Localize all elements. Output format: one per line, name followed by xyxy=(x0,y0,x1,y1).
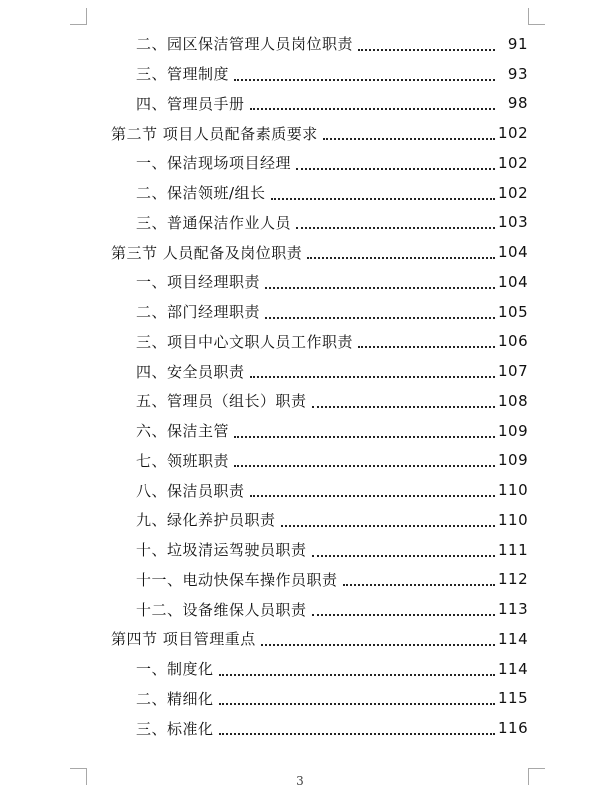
toc-entry-page: 108 xyxy=(498,391,529,410)
toc-entry[interactable] xyxy=(0,654,600,684)
toc-entry[interactable] xyxy=(0,505,600,535)
dot-leader xyxy=(219,703,495,705)
dot-leader xyxy=(358,49,495,51)
toc-entry-title: 一、制度化 xyxy=(136,660,214,679)
dot-leader xyxy=(265,317,495,319)
toc-entry-title: 第四节 项目管理重点 xyxy=(111,630,256,649)
toc-entry-page: 109 xyxy=(498,421,529,440)
toc-entry[interactable] xyxy=(0,446,600,476)
toc-entry-page: 114 xyxy=(498,659,529,678)
toc-entry-page: 110 xyxy=(498,510,529,529)
toc-entry[interactable] xyxy=(0,178,600,208)
toc-entry-page: 105 xyxy=(498,302,529,321)
toc-entry-title: 六、保洁主管 xyxy=(136,422,230,441)
toc-entry[interactable] xyxy=(0,208,600,238)
toc-entry[interactable] xyxy=(0,475,600,505)
dot-leader xyxy=(261,644,495,646)
page-number: 3 xyxy=(296,774,304,788)
dot-leader xyxy=(234,436,495,438)
toc-entry-page: 112 xyxy=(498,570,529,589)
dot-leader xyxy=(312,555,495,557)
toc-entry-title: 二、保洁领班/组长 xyxy=(136,184,266,203)
toc-entry[interactable] xyxy=(0,713,600,743)
dot-leader xyxy=(312,406,495,408)
dot-leader xyxy=(358,346,495,348)
dot-leader xyxy=(271,198,495,200)
toc-entry-page: 98 xyxy=(507,94,528,113)
dot-leader xyxy=(250,108,495,110)
dot-leader xyxy=(265,287,495,289)
toc-entry-title: 八、保洁员职责 xyxy=(136,481,245,500)
toc-entry[interactable] xyxy=(0,594,600,624)
toc-section-entry[interactable] xyxy=(0,624,600,654)
table-of-contents xyxy=(0,29,600,743)
toc-entry-page: 91 xyxy=(507,34,528,53)
dot-leader xyxy=(234,465,495,467)
toc-entry-title: 四、安全员职责 xyxy=(136,362,245,381)
toc-entry[interactable] xyxy=(0,148,600,178)
toc-entry[interactable] xyxy=(0,267,600,297)
toc-entry-page: 106 xyxy=(498,332,529,351)
dot-leader xyxy=(281,525,495,527)
toc-entry-title: 十、垃圾清运驾驶员职责 xyxy=(136,541,307,560)
dot-leader xyxy=(312,614,495,616)
toc-entry-page: 102 xyxy=(498,124,529,143)
toc-entry-title: 三、项目中心文职人员工作职责 xyxy=(136,332,354,351)
toc-entry-title: 第二节 项目人员配备素质要求 xyxy=(111,124,318,143)
toc-entry-page: 102 xyxy=(498,153,529,172)
toc-entry[interactable] xyxy=(0,356,600,386)
dot-leader xyxy=(250,495,495,497)
toc-entry-page: 110 xyxy=(498,481,529,500)
dot-leader xyxy=(296,168,495,170)
toc-section-entry[interactable] xyxy=(0,118,600,148)
dot-leader xyxy=(250,376,495,378)
dot-leader xyxy=(219,733,495,735)
toc-entry-title: 一、项目经理职责 xyxy=(136,273,261,292)
toc-entry[interactable] xyxy=(0,29,600,59)
toc-entry[interactable] xyxy=(0,565,600,595)
toc-entry-page: 113 xyxy=(498,600,529,619)
toc-entry-page: 115 xyxy=(498,689,529,708)
dot-leader xyxy=(219,674,495,676)
toc-entry[interactable] xyxy=(0,684,600,714)
toc-entry-page: 104 xyxy=(498,272,529,291)
toc-entry-title: 五、管理员（组长）职责 xyxy=(136,392,307,411)
toc-entry-page: 107 xyxy=(498,362,529,381)
toc-entry[interactable] xyxy=(0,297,600,327)
toc-entry-title: 三、标准化 xyxy=(136,719,214,738)
toc-entry-title: 第三节 人员配备及岗位职责 xyxy=(111,243,303,262)
toc-entry-page: 116 xyxy=(498,719,529,738)
dot-leader xyxy=(307,257,495,259)
toc-entry-title: 十二、设备维保人员职责 xyxy=(136,600,307,619)
toc-entry-title: 二、园区保洁管理人员岗位职责 xyxy=(136,35,354,54)
toc-section-entry[interactable] xyxy=(0,237,600,267)
crop-mark-top-left xyxy=(70,8,87,25)
crop-mark-top-right xyxy=(528,8,545,25)
toc-entry-title: 三、普通保洁作业人员 xyxy=(136,213,292,232)
toc-entry-title: 二、精细化 xyxy=(136,689,214,708)
toc-entry-page: 93 xyxy=(507,64,528,83)
toc-entry-title: 四、管理员手册 xyxy=(136,94,245,113)
toc-entry-title: 七、领班职责 xyxy=(136,451,230,470)
toc-entry-page: 103 xyxy=(498,213,529,232)
toc-entry-page: 109 xyxy=(498,451,529,470)
toc-entry-title: 九、绿化养护员职责 xyxy=(136,511,276,530)
dot-leader xyxy=(234,79,495,81)
dot-leader xyxy=(323,138,495,140)
toc-entry[interactable] xyxy=(0,59,600,89)
toc-entry[interactable] xyxy=(0,89,600,119)
toc-entry-page: 111 xyxy=(498,540,529,559)
toc-entry[interactable] xyxy=(0,386,600,416)
toc-entry-page: 102 xyxy=(498,183,529,202)
dot-leader xyxy=(343,584,495,586)
toc-entry-page: 104 xyxy=(498,243,529,262)
toc-entry-page: 114 xyxy=(498,629,529,648)
toc-entry-title: 十一、电动快保车操作员职责 xyxy=(136,570,338,589)
toc-entry[interactable] xyxy=(0,535,600,565)
toc-entry-title: 一、保洁现场项目经理 xyxy=(136,154,292,173)
toc-entry[interactable] xyxy=(0,327,600,357)
toc-entry-title: 二、部门经理职责 xyxy=(136,303,261,322)
dot-leader xyxy=(296,227,495,229)
toc-entry-title: 三、管理制度 xyxy=(136,65,230,84)
toc-entry[interactable] xyxy=(0,416,600,446)
